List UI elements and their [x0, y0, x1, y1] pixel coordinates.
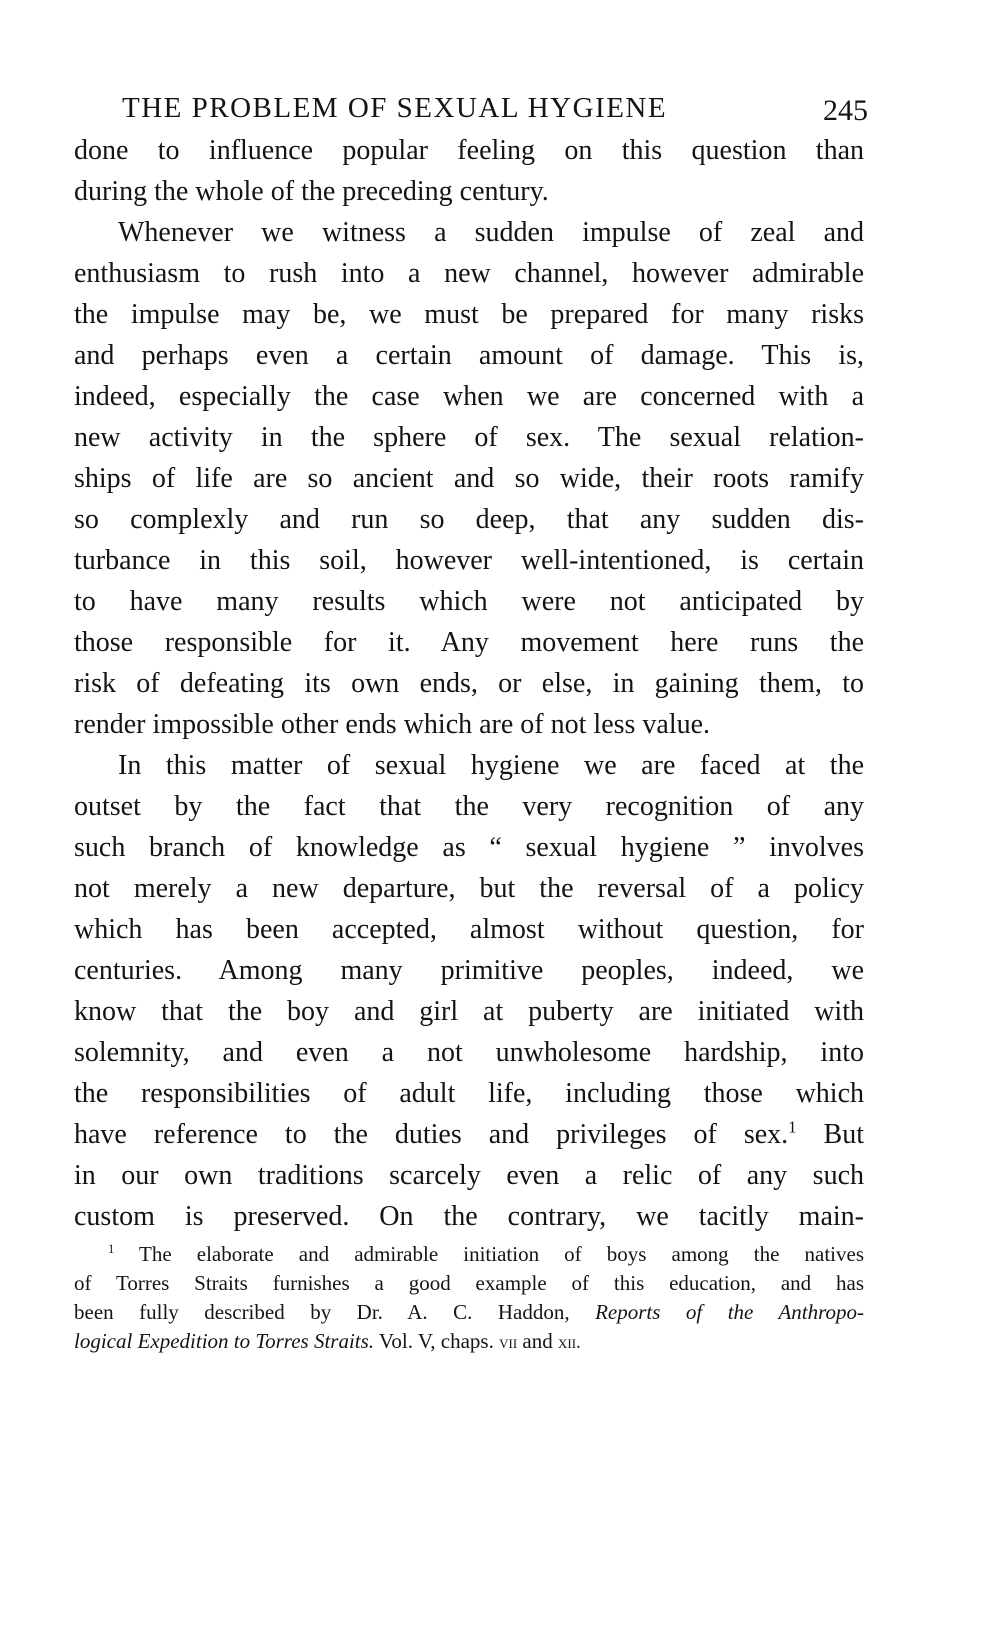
text-line: in our own traditions scarcely even a relic of any such — [74, 1160, 864, 1191]
text-line: enthusiasm to rush into a new channel, however admirable — [74, 258, 864, 289]
text-line: not merely a new departure, but the reversal of a policy — [74, 873, 864, 904]
text-line: turbance in this soil, however well-intentioned, is certain — [74, 545, 864, 576]
footnote-line — [74, 1240, 864, 1269]
chapter-numeral: vii — [499, 1332, 518, 1353]
text-line: done to influence popular feeling on this question than — [74, 135, 864, 166]
text-line: indeed, especially the case when we are concerned with a — [74, 381, 864, 412]
text-line: solemnity, and even a not unwholesome hardship, into — [74, 1037, 864, 1068]
footnote-text: and — [522, 1329, 553, 1353]
text-line: and perhaps even a certain amount of damage. This is, — [74, 340, 864, 371]
footnote-citation-title: Reports of the Anthropo- — [595, 1300, 864, 1324]
text-segment: But — [823, 1119, 865, 1150]
text-line: during the whole of the preceding century. — [74, 176, 549, 207]
text-segment: have reference to the duties and privileges of sex. — [74, 1119, 789, 1150]
text-line: such branch of knowledge as “ sexual hygiene ” involves — [74, 832, 864, 863]
book-page — [74, 86, 868, 1356]
text-line-with-note-ref — [74, 1114, 864, 1155]
running-head — [74, 86, 868, 130]
text-line: the impulse may be, we must be prepared for many risks — [74, 299, 864, 330]
text-line: Whenever we witness a sudden impulse of zeal and — [118, 217, 864, 248]
running-head-title: THE PROBLEM OF SEXUAL HYGIENE — [122, 92, 668, 124]
footnote-citation-title: logical Expedition to Torres Straits. — [74, 1329, 375, 1353]
text-line: centuries. Among many primitive peoples, indeed, we — [74, 955, 864, 986]
footnote-text: Vol. V, chaps. — [378, 1329, 494, 1353]
footnote-line — [74, 1327, 864, 1356]
body-text — [74, 130, 864, 1237]
text-line: outset by the fact that the very recognition of any — [74, 791, 864, 822]
text-line: to have many results which were not anticipated by — [74, 586, 864, 617]
text-line: those responsible for it. Any movement here runs the — [74, 627, 864, 658]
text-line: risk of defeating its own ends, or else, in gaining them, to — [74, 668, 864, 699]
text-line: the responsibilities of adult life, including those which — [74, 1078, 864, 1109]
text-line: so complexly and run so deep, that any sudden dis- — [74, 504, 864, 535]
text-line: know that the boy and girl at puberty are initiated with — [74, 996, 864, 1027]
footnote-marker: 1 — [108, 1242, 115, 1256]
page-number: 245 — [823, 94, 868, 127]
footnote-line — [74, 1298, 864, 1327]
text-line: new activity in the sphere of sex. The sexual relation- — [74, 422, 864, 453]
text-line: ships of life are so ancient and so wide, their roots ramify — [74, 463, 864, 494]
text-line: which has been accepted, almost without question, for — [74, 914, 864, 945]
footnote-reference: 1 — [788, 1117, 797, 1137]
text-line: In this matter of sexual hygiene we are faced at the — [118, 750, 864, 781]
footnote-line: of Torres Straits furnishes a good example of this education, and has — [74, 1271, 864, 1295]
text-line: render impossible other ends which are of not less value. — [74, 709, 711, 740]
footnote-text: been fully described by Dr. A. C. Haddon, — [74, 1300, 570, 1324]
chapter-numeral: xii. — [557, 1332, 581, 1353]
footnote-text: The elaborate and admirable initiation of boys among the natives — [139, 1242, 864, 1266]
footnote — [74, 1240, 864, 1356]
text-line: custom is preserved. On the contrary, we tacitly main- — [74, 1201, 864, 1232]
